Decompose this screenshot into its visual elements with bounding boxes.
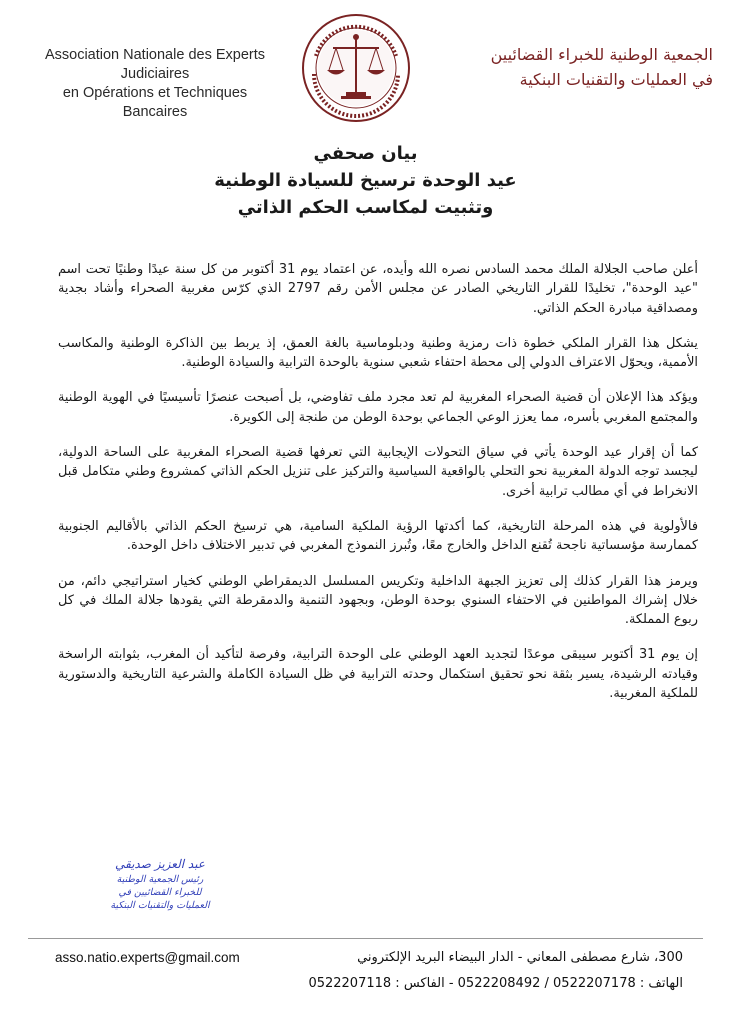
footer-phone-fax: الهاتف : 0522207178 / 0522208492 - الفاكس : 0522207118 xyxy=(308,976,683,991)
title-line-2: عيد الوحدة ترسيخ للسيادة الوطنية xyxy=(214,170,517,191)
paragraph-3: ويؤكد هذا الإعلان أن قضية الصحراء المغربية لم تعد مجرد ملف تفاوضي، بل أصبحت عنصرًا تأسيسيًا في الهوية الوطنية والمجتمع المغربي بأسره، مما يعزز الوعي الجماعي بوحدة الوطن من طنجة إلى الكويرة. xyxy=(58,390,698,425)
paragraph-7: إن يوم 31 أكتوبر سيبقى موعدًا لتجديد العهد الوطني على الوحدة الترابية، وفرصة لتأكيد أن المغرب، بثوابته الراسخة وقيادته الرشيدة، يسير بثقة نحو تحقيق استكمال وحدته الترابية في ظل السيادة الكاملة والشرعية التاريخية والدستورية للملكية المغربية. xyxy=(58,647,698,702)
signatory-role-line2: للخبراء القضائيين في xyxy=(118,887,202,898)
paragraph-5: فالأولوية في هذه المرحلة التاريخية، كما أكدتها الرؤية الملكية السامية، هي ترسيخ الحكم الذاتي بالأقاليم الجنوبية كممارسة مؤسساتية ناجحة تُقنع الداخل والخارج معًا، وتُبرز النموذج المغربي في تدبير الاختلاف داخل الوحدة. xyxy=(58,518,698,554)
signature-stamp xyxy=(105,858,215,912)
press-release-body xyxy=(58,260,698,719)
paragraph-1: أعلن صاحب الجلالة الملك محمد السادس نصره الله وأيده، عن اعتماد يوم 31 أكتوبر من كل سنة عيدًا وطنيًا تحت اسم "عيد الوحدة"، تخليدًا للقرار التاريخي الصادر عن مجلس الأمن رقم 2797 الذي كرّس مغربية الصحراء وأشاد بجدية ومصداقية مبادرة الحكم الذاتي. xyxy=(58,262,698,316)
org-name-french-line2: en Opérations et Techniques Bancaires xyxy=(62,85,248,120)
scales-of-justice-icon xyxy=(300,12,412,124)
title-line-1: بيان صحفي xyxy=(313,143,418,164)
footer-divider xyxy=(28,938,703,939)
footer-address: 300، شارع مصطفى المعاني - الدار البيضاء البريد الإلكتروني xyxy=(357,950,683,965)
paragraph-4: كما أن إقرار عيد الوحدة يأتي في سياق التحولات الإيجابية التي تعرفها قضية الصحراء المغربية على الساحة الدولية، ليجسد توجه الدولة المغربية نحو التحلي بالواقعية السياسية والتركيز على تنزيل الحكم الذاتي كمشروع وطني متكامل قبل الانخراط في أي مطالب ترابية أخرى. xyxy=(58,445,698,499)
association-logo xyxy=(300,12,412,124)
footer-email[interactable]: asso.natio.experts@gmail.com xyxy=(55,950,240,965)
org-name-french-line1: Association Nationale des Experts Judiciaires xyxy=(44,47,266,82)
paragraph-6: ويرمز هذا القرار كذلك إلى تعزيز الجبهة الداخلية وتكريس المسلسل الديمقراطي الوطني كخيار استراتيجي دائم، من خلال إشراك المواطنين في الاحتفاء السنوي بوحدة الوطن، وبجهود التنمية والدمقرطة التي يقودها جلالة الملك في كل ربوع المملكة. xyxy=(58,573,698,628)
org-name-french xyxy=(30,46,280,122)
press-release-title xyxy=(0,140,731,221)
paragraph-2: يشكل هذا القرار الملكي خطوة ذات رمزية وطنية ودبلوماسية بالغة العمق، إذ يربط بين الذاكرة الوطنية والمكاسب الأممية، ويحوّل الاعتراف الدولي إلى محطة احتفاء شعبي سنوية بالوحدة الترابية والسيادة الوطنية. xyxy=(58,335,698,371)
org-name-arabic-line2: في العمليات والتقنيات البنكية xyxy=(519,70,713,89)
signatory-role-line1: رئيس الجمعية الوطنية xyxy=(116,874,204,885)
org-name-arabic xyxy=(443,42,713,92)
signatory-role-line3: العمليات والتقنيات البنكية xyxy=(110,900,210,911)
org-name-arabic-line1: الجمعية الوطنية للخبراء القضائيين xyxy=(490,45,713,64)
signatory-name: عبد العزيز صديقي xyxy=(115,857,205,871)
title-line-3: وتثبيت لمكاسب الحكم الذاتي xyxy=(237,197,494,218)
